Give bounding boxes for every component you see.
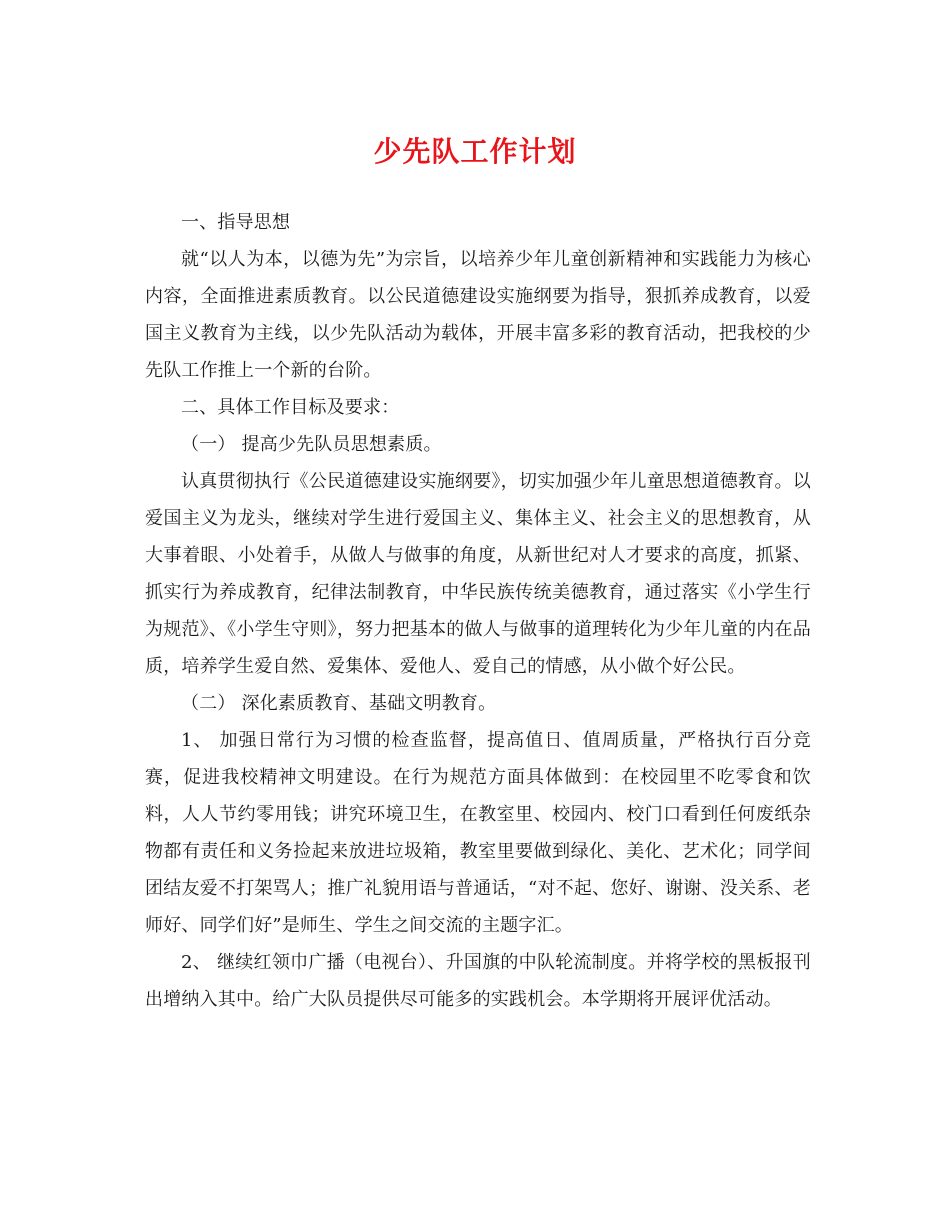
paragraph-item-1: 1、 加强日常行为习惯的检查监督，提高值日、值周质量，严格执行百分竞赛，促进我校精神文明建设。在行为规范方面具体做到：在校园里不吃零食和饮料，人人节约零用钱；讲究环境卫生，在教室里、校园内、校门口看到任何废纸杂物都有责任和义务捡起来放进垃圾箱，教室里要做到绿化、美化、艺术化；同学间团结友爱不打架骂人；推广礼貌用语与普通话，“对不起、您好、谢谢、没关系、老师好、同学们好”是师生、学生之间交流的主题字汇。	[145, 730, 811, 936]
section-heading-guiding-thought: 一、指导思想	[181, 212, 291, 233]
paragraph-moral-education: 认真贯彻执行《公民道德建设实施纲要》，切实加强少年儿童思想道德教育。以爱国主义为龙头，继续对学生进行爱国主义、集体主义、社会主义的思想教育，从大事着眼、小处着手，从做人与做事的角度，从新世纪对人才要求的高度，抓紧、抓实行为养成教育，纪律法制教育，中华民族传统美德教育，通过落实《小学生行为规范》、《小学生守则》，努力把基本的做人与做事的道理转化为少年儿童的内在品质，培养学生爱自然、爱集体、爱他人、爱自己的情感，从小做个好公民。	[145, 471, 811, 677]
paragraph-item-2: 2、 继续红领巾广播（电视台）、升国旗的中队轮流制度。并将学校的黑板报刊出增纳入其中。给广大队员提供尽可能多的实践机会。本学期将开展评优活动。	[145, 952, 811, 1010]
subsection-heading-1: （一） 提高少先队员思想素质。	[181, 434, 442, 455]
subsection-heading-2: （二） 深化素质教育、基础文明教育。	[181, 693, 497, 714]
document-body	[145, 204, 811, 1018]
paragraph-guiding-thought: 就“以人为本，以德为先”为宗旨，以培养少年儿童创新精神和实践能力为核心内容，全面推进素质教育。以公民道德建设实施纲要为指导，狠抓养成教育，以爱国主义教育为主线，以少先队活动为载体，开展丰富多彩的教育活动，把我校的少先队工作推上一个新的台阶。	[145, 249, 811, 381]
document-title: 少先队工作计划	[373, 135, 577, 168]
section-heading-goals: 二、具体工作目标及要求：	[181, 397, 400, 418]
